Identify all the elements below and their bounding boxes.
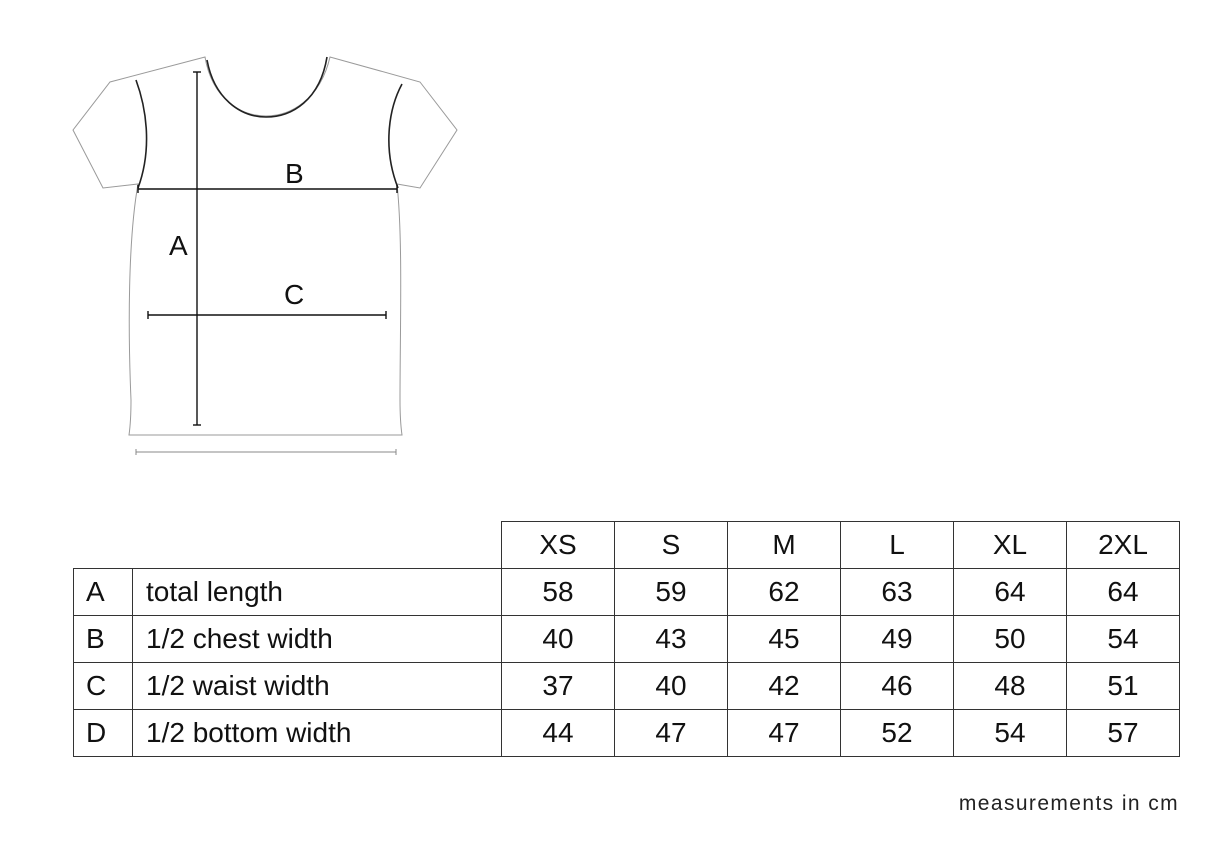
size-header-row <box>74 522 1180 569</box>
value-cell: 49 <box>841 616 954 663</box>
value-cell: 37 <box>502 663 615 710</box>
size-header-l: L <box>841 522 954 569</box>
value-cell: 54 <box>1067 616 1180 663</box>
value-cell: 40 <box>502 616 615 663</box>
value-cell: 54 <box>954 710 1067 757</box>
right-armhole-seam <box>389 84 402 188</box>
collar-seam <box>207 57 327 117</box>
label-b: B <box>285 158 304 189</box>
value-cell: 47 <box>728 710 841 757</box>
value-cell: 51 <box>1067 663 1180 710</box>
size-header-2xl: 2XL <box>1067 522 1180 569</box>
value-cell: 64 <box>954 569 1067 616</box>
value-cell: 59 <box>615 569 728 616</box>
value-cell: 43 <box>615 616 728 663</box>
table-row <box>74 616 1180 663</box>
row-letter: D <box>74 710 133 757</box>
value-cell: 50 <box>954 616 1067 663</box>
row-label: 1/2 waist width <box>133 663 502 710</box>
value-cell: 47 <box>615 710 728 757</box>
label-a: A <box>169 230 188 261</box>
table-row <box>74 710 1180 757</box>
size-header-xs: XS <box>502 522 615 569</box>
row-letter: B <box>74 616 133 663</box>
value-cell: 58 <box>502 569 615 616</box>
table-row <box>74 663 1180 710</box>
measurement-unit-note: measurements in cm <box>958 792 1179 815</box>
row-letter: C <box>74 663 133 710</box>
label-c: C <box>284 279 305 310</box>
size-header-m: M <box>728 522 841 569</box>
tshirt-diagram-svg <box>60 45 480 470</box>
tshirt-diagram <box>60 45 480 470</box>
shirt-outline <box>73 57 457 435</box>
value-cell: 52 <box>841 710 954 757</box>
row-label: 1/2 bottom width <box>133 710 502 757</box>
value-cell: 40 <box>615 663 728 710</box>
value-cell: 42 <box>728 663 841 710</box>
value-cell: 64 <box>1067 569 1180 616</box>
value-cell: 57 <box>1067 710 1180 757</box>
value-cell: 62 <box>728 569 841 616</box>
size-chart-table <box>73 521 1180 757</box>
row-label: 1/2 chest width <box>133 616 502 663</box>
value-cell: 48 <box>954 663 1067 710</box>
value-cell: 44 <box>502 710 615 757</box>
value-cell: 45 <box>728 616 841 663</box>
table-row <box>74 569 1180 616</box>
row-letter: A <box>74 569 133 616</box>
size-header-xl: XL <box>954 522 1067 569</box>
header-blank-cell <box>74 522 502 569</box>
size-header-s: S <box>615 522 728 569</box>
value-cell: 46 <box>841 663 954 710</box>
left-armhole-seam <box>136 80 147 188</box>
row-label: total length <box>133 569 502 616</box>
value-cell: 63 <box>841 569 954 616</box>
